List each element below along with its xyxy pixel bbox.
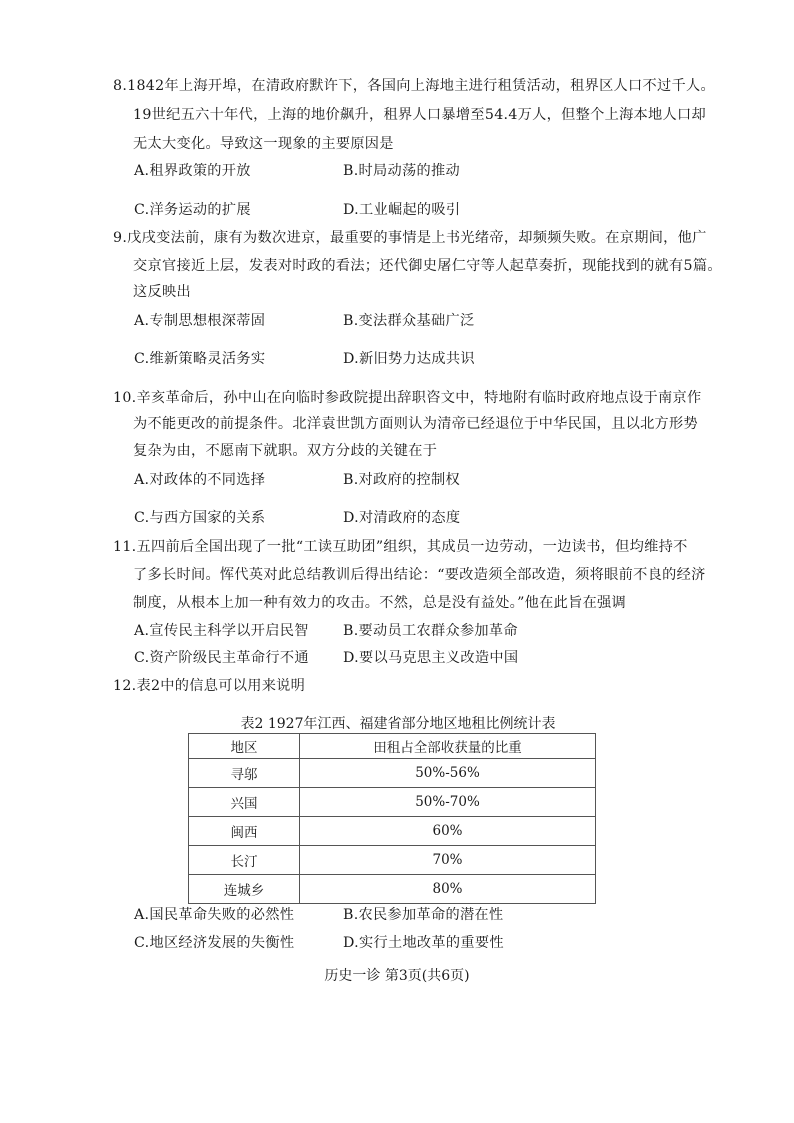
question-text-line: 交京官接近上层，发表对时政的看法；还代御史屠仁守等人起草奏折，现能找到的就有5篇。 [133,258,722,274]
question-text-line: 无太大变化。导致这一现象的主要原因是 [133,136,394,152]
question-text-line: 10.辛亥革命后，孙中山在向临时参政院提出辞职咨文中，特地附有临时政府地点设于南京作 [113,390,702,406]
option-c: C.洋务运动的扩展 [134,202,251,218]
option-a: A.租界政策的开放 [134,163,251,179]
table-row [189,817,596,846]
option-c: C.维新策略灵活务实 [134,351,266,367]
table-cell: 50%-56% [300,759,596,788]
question-text-line: 复杂为由，不愿南下就职。双方分歧的关键在于 [133,443,438,459]
option-d: D.新旧势力达成共识 [343,351,475,367]
table-header-cell: 田租占全部收获量的比重 [300,734,596,759]
question-text-line: 制度，从根本上加一种有效力的攻击。不然，总是没有益处。”他在此旨在强调 [133,595,627,611]
option-a: A.宣传民主科学以开启民智 [134,623,309,639]
table-header-cell: 地区 [189,734,300,759]
table-cell: 寻邬 [189,759,300,788]
table-cell: 50%-70% [300,788,596,817]
option-d: D.工业崛起的吸引 [343,202,461,218]
table-row [189,875,596,904]
table-caption: 表2 1927年江西、福建省部分地区地租比例统计表 [240,716,556,732]
table-cell: 长汀 [189,846,300,875]
table-header-row [189,734,596,759]
question-text-line: 这反映出 [133,284,191,300]
option-a: A.专制思想根深蒂固 [134,313,266,329]
option-c: C.地区经济发展的失衡性 [134,935,295,951]
option-d: D.要以马克思主义改造中国 [343,650,519,666]
table-cell: 闽西 [189,817,300,846]
option-b: B.对政府的控制权 [343,472,460,488]
table-cell: 70% [300,846,596,875]
question-text-line: 为不能更改的前提条件。北洋袁世凯方面则认为清帝已经退位于中华民国，且以北方形势 [133,416,699,432]
question-text-line: 9.戊戌变法前，康有为数次进京，最重要的事情是上书光绪帝，却频频失败。在京期间，他广 [113,230,707,246]
question-text-line: 19世纪五六十年代，上海的地价飙升，租界人口暴增至54.4万人，但整个上海本地人口却 [133,107,706,123]
question-text-line: 了多长时间。恽代英对此总结教训后得出结论：“要改造须全部改造，须将眼前不良的经济 [133,567,706,583]
option-c: C.与西方国家的关系 [134,510,266,526]
option-b: B.变法群众基础广泛 [343,313,475,329]
table-row [189,846,596,875]
table-cell: 80% [300,875,596,904]
table-row [189,788,596,817]
table-cell: 连城乡 [189,875,300,904]
table-cell: 兴国 [189,788,300,817]
option-a: A.国民革命失败的必然性 [134,907,295,923]
page-footer: 历史一诊 第3页(共6页) [324,968,470,984]
option-d: D.对清政府的态度 [343,510,461,526]
table-row [189,759,596,788]
option-c: C.资产阶级民主革命行不通 [134,650,309,666]
table-cell: 60% [300,817,596,846]
option-b: B.要动员工农群众参加革命 [343,623,518,639]
rent-ratio-table [188,733,596,904]
question-text-line: 8.1842年上海开埠，在清政府默许下，各国向上海地主进行租赁活动，租界区人口不过千人。 [113,78,715,94]
question-text-line: 12.表2中的信息可以用来说明 [113,678,306,694]
option-b: B.农民参加革命的潜在性 [343,907,504,923]
option-a: A.对政体的不同选择 [134,472,266,488]
option-d: D.实行土地改革的重要性 [343,935,504,951]
option-b: B.时局动荡的推动 [343,163,460,179]
question-text-line: 11.五四前后全国出现了一批“工读互助团”组织，其成员一边劳动，一边读书，但均维持不 [113,539,688,555]
